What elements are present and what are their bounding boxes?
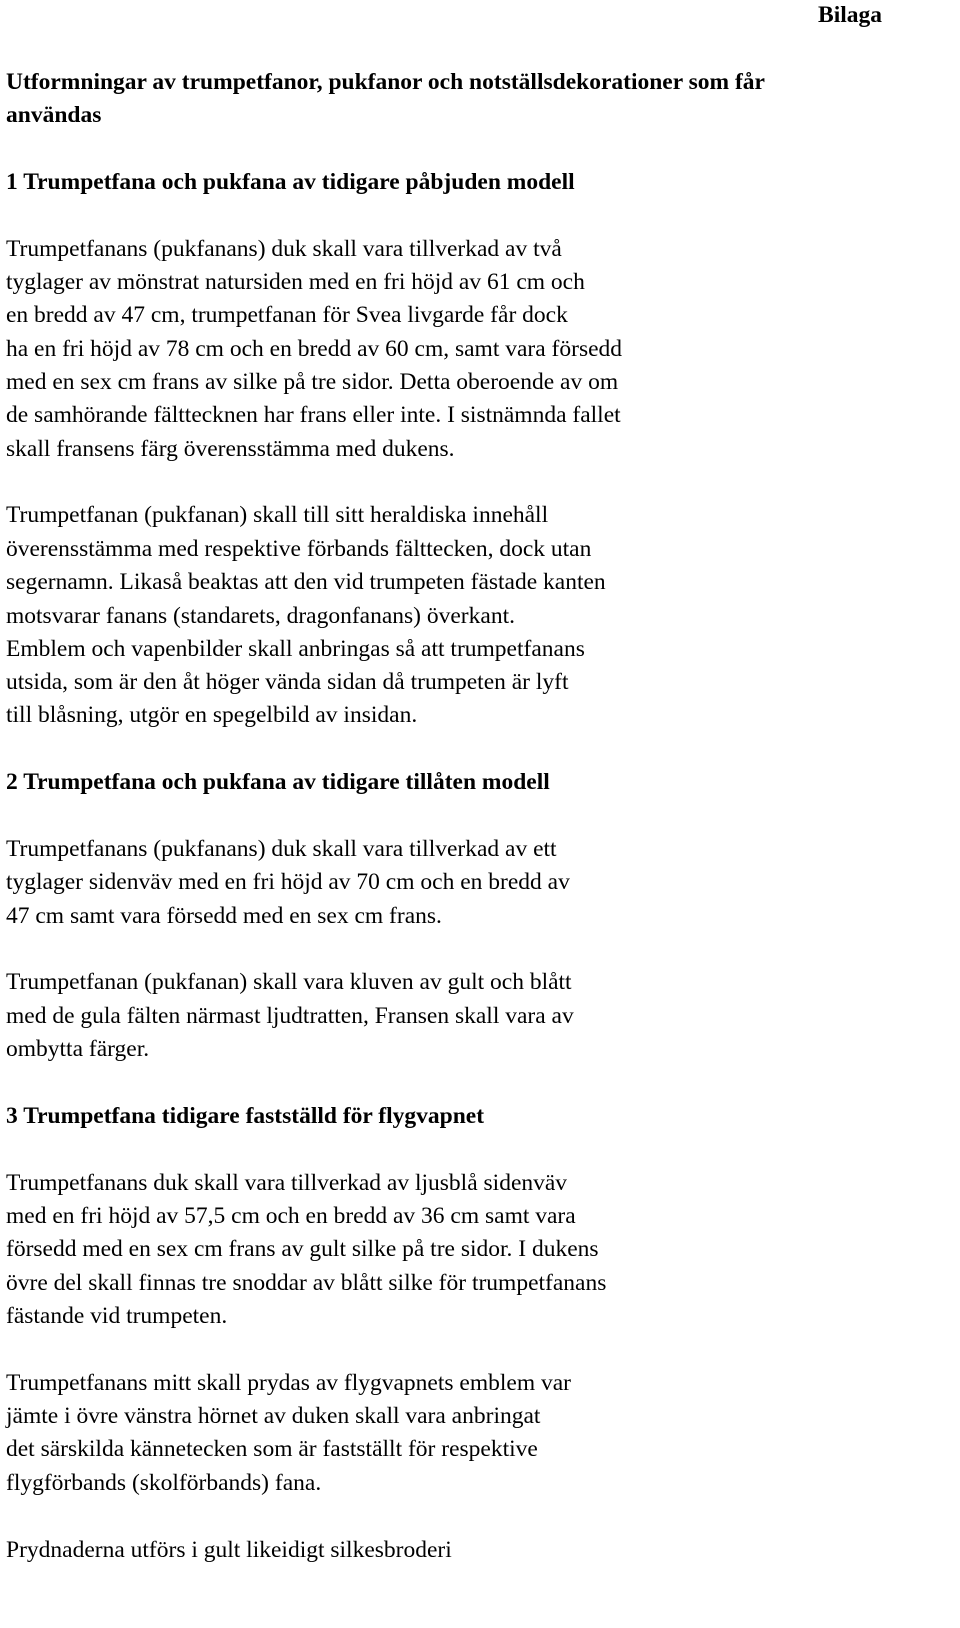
section-1-paragraph-2-line: segernamn. Likaså beaktas att den vid trumpeten fästade kanten: [6, 569, 606, 595]
section-1-paragraph-2-line: till blåsning, utgör en spegelbild av insidan.: [6, 702, 418, 728]
section-1-heading: 1 Trumpetfana och pukfana av tidigare påbjuden modell: [6, 169, 575, 195]
section-1-paragraph-2-line: överensstämma med respektive förbands fälttecken, dock utan: [6, 536, 592, 562]
section-3-paragraph-2-line: det särskilda kännetecken som är fastställt för respektive: [6, 1436, 538, 1462]
section-2-paragraph-2-line: Trumpetfanan (pukfanan) skall vara kluven av gult och blått: [6, 969, 572, 995]
appendix-label: Bilaga: [818, 2, 882, 28]
section-1-paragraph-2-line: utsida, som är den åt höger vända sidan då trumpeten är lyft: [6, 669, 569, 695]
section-3-paragraph-2-line: flygförbands (skolförbands) fana.: [6, 1470, 322, 1496]
section-3-heading: 3 Trumpetfana tidigare fastställd för flygvapnet: [6, 1103, 485, 1129]
section-1-paragraph-1-line: en bredd av 47 cm, trumpetfanan för Svea livgarde får dock: [6, 302, 568, 328]
section-2-heading: 2 Trumpetfana och pukfana av tidigare tillåten modell: [6, 769, 550, 795]
section-3-paragraph-1-line: övre del skall finnas tre snoddar av blått silke för trumpetfanans: [6, 1270, 607, 1296]
section-1-paragraph-1-line: Trumpetfanans (pukfanans) duk skall vara tillverkad av två: [6, 236, 562, 262]
section-1-paragraph-1-line: skall fransens färg överensstämma med dukens.: [6, 436, 455, 462]
section-2-paragraph-2-line: med de gula fälten närmast ljudtratten, Fransen skall vara av: [6, 1003, 574, 1029]
document-title-line-2: användas: [6, 102, 102, 128]
section-1-paragraph-1-line: tyglager av mönstrat natursiden med en fri höjd av 61 cm och: [6, 269, 585, 295]
section-3-paragraph-2-line: jämte i övre vänstra hörnet av duken skall vara anbringat: [6, 1403, 541, 1429]
section-1-paragraph-2-line: Emblem och vapenbilder skall anbringas så att trumpetfanans: [6, 636, 585, 662]
section-1-paragraph-1-line: ha en fri höjd av 78 cm och en bredd av 60 cm, samt vara försedd: [6, 336, 623, 362]
section-2-paragraph-2-line: ombytta färger.: [6, 1036, 150, 1062]
section-2-paragraph-1-line: 47 cm samt vara försedd med en sex cm frans.: [6, 903, 442, 929]
section-3-paragraph-1-line: fästande vid trumpeten.: [6, 1303, 228, 1329]
section-2-paragraph-1-line: Trumpetfanans (pukfanans) duk skall vara tillverkad av ett: [6, 836, 557, 862]
section-3-paragraph-2-line: Trumpetfanans mitt skall prydas av flygvapnets emblem var: [6, 1370, 571, 1396]
section-1-paragraph-2-line: motsvarar fanans (standarets, dragonfanans) överkant.: [6, 603, 515, 629]
section-1-paragraph-1-line: de samhörande fälttecknen har frans eller inte. I sistnämnda fallet: [6, 402, 621, 428]
section-3-paragraph-1-line: försedd med en sex cm frans av gult silke på tre sidor. I dukens: [6, 1236, 599, 1262]
document-title-line-1: Utformningar av trumpetfanor, pukfanor och notställsdekorationer som får: [6, 69, 765, 95]
section-2-paragraph-1-line: tyglager sidenväv med en fri höjd av 70 cm och en bredd av: [6, 869, 570, 895]
section-3-paragraph-1-line: med en fri höjd av 57,5 cm och en bredd av 36 cm samt vara: [6, 1203, 576, 1229]
section-3-paragraph-1-line: Trumpetfanans duk skall vara tillverkad av ljusblå sidenväv: [6, 1170, 568, 1196]
section-1-paragraph-2-line: Trumpetfanan (pukfanan) skall till sitt heraldiska innehåll: [6, 502, 549, 528]
section-1-paragraph-1-line: med en sex cm frans av silke på tre sidor. Detta oberoende av om: [6, 369, 619, 395]
section-3-paragraph-3-line: Prydnaderna utförs i gult likeidigt silkesbroderi: [6, 1537, 452, 1563]
